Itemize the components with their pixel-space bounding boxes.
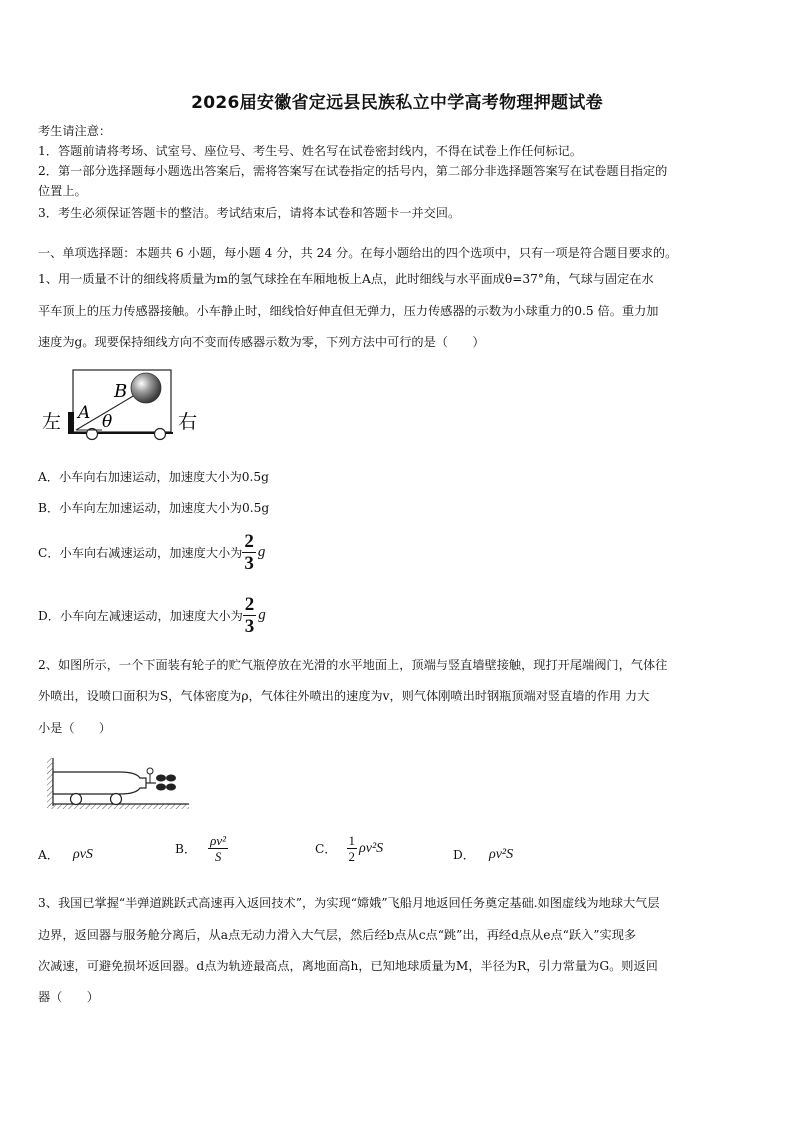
q3-text-line: 器（ ）	[38, 990, 99, 1004]
fraction-denominator: 3	[244, 553, 254, 574]
notice-item: 1．答题前请将考场、试室号、座位号、考生号、姓名写在试卷密封线内，不得在试卷上作任何标记。	[38, 144, 583, 158]
cylinder-wheel-left	[71, 794, 82, 805]
q3-text-line: 3、我国已掌握“半弹道跳跃式高速再入返回技术”，为实现“嫦娥”飞船月地返回任务奠定基础.如图虚线为地球大气层	[38, 896, 660, 910]
fraction-numerator: ρv²	[210, 833, 227, 848]
q3-text-line: 边界，返回器与服务舱分离后，从a点无动力滑入大气层，然后经b点从c点“跳”出，再经d点从e点“跃入”实现多	[38, 928, 637, 942]
fraction-numerator: 2	[244, 594, 255, 615]
q2-option-c	[315, 834, 383, 863]
gas-jet-puff	[166, 775, 176, 782]
q2-text-line: 2、如图所示，一个下面装有轮子的贮气瓶停放在光滑的水平地面上，顶端与竖直墙壁接触，现打开尾端阀门，气体往	[38, 658, 668, 672]
option-expression: ρv²S	[488, 846, 514, 862]
fraction-numerator: 2	[244, 531, 254, 552]
gravity-symbol: g	[257, 544, 266, 560]
q3-text-line: 次减速，可避免损坏返回器。d点为轨迹最高点，离地面高h，已知地球质量为M，半径为R，引力常量为G。则返回	[38, 959, 658, 973]
notice-item: 2．第一部分选择题每小题选出答案后，需将答案写在试卷指定的括号内，第二部分非选择题答案写在试卷题目指定的	[38, 164, 668, 178]
q2-option-d	[453, 846, 513, 863]
section-heading: 一、单项选择题：本题共 6 小题，每小题 4 分，共 24 分。在每小题给出的四个选项中，只有一项是符合题目要求的。	[38, 246, 678, 260]
q2-cylinder-figure	[44, 754, 194, 812]
q1-option-a: A．小车向右加速运动，加速度大小为0.5g	[38, 470, 269, 484]
q2-option-a	[38, 846, 93, 863]
option-label: A．	[38, 848, 59, 862]
q1-text-line: 平车顶上的压力传感器接触。小车静止时，细线恰好伸直但无弹力，压力传感器的示数为小球重力的0.5 倍。重力加	[38, 304, 659, 318]
q1-option-d-fraction	[243, 595, 257, 636]
q1-option-c-fraction	[242, 532, 256, 573]
q1-option-c-text: C．小车向右减速运动，加速度大小为	[38, 546, 243, 560]
cart-wheel-right	[155, 429, 166, 440]
fraction-denominator: 2	[348, 849, 356, 864]
fraction-numerator: 1	[348, 833, 356, 848]
option-fraction	[347, 834, 358, 863]
label-b: B	[114, 381, 128, 402]
q1-option-c	[38, 532, 265, 573]
q1-option-d	[38, 595, 266, 636]
option-expression: ρv²S	[359, 840, 384, 856]
label-right: 右	[178, 411, 198, 433]
q1-option-b: B．小车向左加速运动，加速度大小为0.5g	[38, 501, 270, 515]
option-label: C．	[315, 842, 337, 856]
gas-jet-puff	[156, 775, 166, 782]
gas-jet-puff	[156, 784, 166, 791]
q1-text-line: 速度为g。现要保持细线方向不变而传感器示数为零，下列方法中可行的是（ ）	[38, 335, 485, 349]
balloon	[131, 373, 161, 403]
q2-option-b	[175, 834, 228, 863]
q1-text-line: 1、用一质量不计的细线将质量为m的氢气球拴在车厢地板上A点，此时细线与水平面成θ=37°角，气球与固定在水	[38, 272, 654, 286]
option-fraction	[208, 834, 228, 863]
label-left: 左	[42, 411, 62, 433]
option-expression: ρvS	[73, 846, 93, 862]
cylinder-wheel-right	[111, 794, 122, 805]
cart-anchor-block	[68, 412, 74, 434]
gravity-symbol: g	[258, 607, 266, 623]
label-theta: θ	[102, 412, 113, 432]
valve-knob	[147, 768, 153, 774]
notice-item: 3．考生必须保证答题卡的整洁。考试结束后，请将本试卷和答题卡一并交回。	[38, 206, 461, 220]
gas-jet-puff	[166, 784, 176, 791]
notice-item: 位置上。	[38, 184, 87, 198]
fraction-denominator: S	[214, 849, 222, 864]
q2-text-line: 小是（ ）	[38, 721, 112, 735]
page-title: 2026届安徽省定远县民族私立中学高考物理押题试卷	[191, 93, 603, 113]
q1-cart-figure	[40, 364, 210, 444]
fraction-denominator: 3	[244, 616, 255, 637]
notice-heading: 考生请注意：	[38, 124, 112, 138]
option-label: D．	[453, 848, 475, 862]
gas-cylinder	[53, 772, 146, 794]
label-a: A	[78, 403, 91, 423]
q1-option-d-text: D．小车向左减速运动，加速度大小为	[38, 609, 243, 623]
option-label: B．	[175, 842, 197, 856]
q2-text-line: 外喷出，设喷口面积为S，气体密度为ρ，气体往外喷出的速度为v，则气体刚喷出时钢瓶顶端对竖直墙的作用 力大	[38, 689, 650, 703]
wall-hatch	[47, 758, 53, 806]
